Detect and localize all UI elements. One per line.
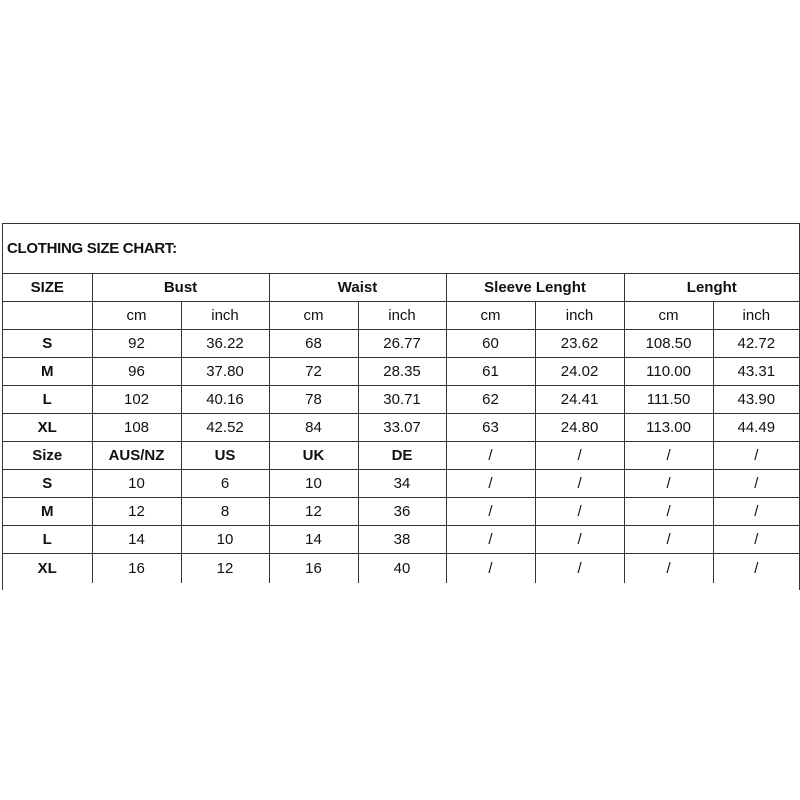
measurement-value: 26.77 [358, 330, 446, 358]
size-label: L [3, 526, 92, 554]
unit-header: inch [535, 302, 624, 330]
conversion-value: / [713, 526, 799, 554]
measurement-value: 62 [446, 386, 535, 414]
conversion-value: / [754, 560, 759, 577]
units-row-blank [3, 302, 92, 330]
measurement-value: 24.41 [535, 386, 624, 414]
group-header: Waist [269, 274, 446, 302]
measurement-row [3, 330, 799, 358]
group-header: Lenght [624, 274, 799, 302]
measurement-row [3, 358, 799, 386]
conversion-header-cell: AUS/NZ [92, 442, 181, 470]
conversion-value: 10 [92, 470, 181, 498]
measurement-value: 60 [446, 330, 535, 358]
measurement-value: 44.49 [713, 414, 799, 442]
conversion-value: / [624, 498, 713, 526]
measurement-value: 96 [92, 358, 181, 386]
conversion-header-cell: / [624, 442, 713, 470]
conversion-value: / [535, 554, 624, 584]
conversion-value: 16 [269, 554, 358, 584]
conversion-size-header: Size [3, 442, 92, 470]
measurement-value: 36.22 [181, 330, 269, 358]
size-label: M [3, 358, 92, 386]
measurement-value: 108 [92, 414, 181, 442]
conversion-value: 14 [92, 526, 181, 554]
conversion-value: / [446, 498, 535, 526]
conversion-value: 10 [269, 470, 358, 498]
conversion-value: / [713, 470, 799, 498]
conversion-value: 12 [181, 554, 269, 584]
conversion-header-row [3, 442, 799, 470]
conversion-value: / [535, 470, 624, 498]
size-label: XL [3, 554, 92, 584]
conversion-value: / [535, 498, 624, 526]
units-row [3, 302, 799, 330]
measurement-header-row [3, 274, 799, 302]
measurement-value: 42.52 [181, 414, 269, 442]
measurement-value: 33.07 [358, 414, 446, 442]
measurement-value: 43.90 [713, 386, 799, 414]
conversion-value: 14 [269, 526, 358, 554]
measurement-value: 108.50 [624, 330, 713, 358]
measurement-value: 24.80 [535, 414, 624, 442]
conversion-value: 36 [358, 498, 446, 526]
conversion-header-cell: / [535, 442, 624, 470]
conversion-value: 6 [181, 470, 269, 498]
size-label: XL [3, 414, 92, 442]
conversion-header-cell: UK [269, 442, 358, 470]
measurement-value: 30.71 [358, 386, 446, 414]
conversion-row [3, 470, 799, 498]
measurement-value: 84 [269, 414, 358, 442]
unit-header: cm [624, 302, 713, 330]
measurement-value: 72 [269, 358, 358, 386]
group-header: Bust [92, 274, 269, 302]
conversion-value: 38 [358, 526, 446, 554]
conversion-value: / [624, 526, 713, 554]
unit-header: inch [181, 302, 269, 330]
chart-title-row [3, 224, 799, 274]
measurement-value: 113.00 [624, 414, 713, 442]
size-chart [2, 223, 800, 590]
unit-header: inch [358, 302, 446, 330]
size-label: S [3, 330, 92, 358]
conversion-value: 40 [358, 554, 446, 584]
conversion-value: / [624, 470, 713, 498]
conversion-value: / [535, 526, 624, 554]
unit-header: cm [92, 302, 181, 330]
conversion-header-cell: US [181, 442, 269, 470]
size-label: M [3, 498, 92, 526]
conversion-value: / [713, 498, 799, 526]
conversion-header-cell: / [446, 442, 535, 470]
unit-header: inch [713, 302, 799, 330]
conversion-value: 8 [181, 498, 269, 526]
measurement-value: 43.31 [713, 358, 799, 386]
measurement-value: 28.35 [358, 358, 446, 386]
measurement-value: 111.50 [624, 386, 713, 414]
measurement-value: 102 [92, 386, 181, 414]
chart-title: CLOTHING SIZE CHART: [7, 240, 177, 257]
measurement-value: 61 [446, 358, 535, 386]
measurement-value: 40.16 [181, 386, 269, 414]
unit-header: cm [446, 302, 535, 330]
group-header: Sleeve Lenght [446, 274, 624, 302]
size-label: L [3, 386, 92, 414]
measurement-value: 42.72 [713, 330, 799, 358]
conversion-value: / [446, 554, 535, 584]
conversion-value: 12 [92, 498, 181, 526]
measurement-value: 23.62 [535, 330, 624, 358]
measurement-value: 92 [92, 330, 181, 358]
conversion-row [3, 498, 799, 526]
measurement-value: 37.80 [181, 358, 269, 386]
size-label: S [3, 470, 92, 498]
conversion-header-cell: / [713, 442, 799, 470]
unit-header: cm [269, 302, 358, 330]
measurement-value: 110.00 [624, 358, 713, 386]
measurement-row [3, 414, 799, 442]
measurement-value: 63 [446, 414, 535, 442]
conversion-value: 16 [92, 554, 181, 584]
conversion-value: / [446, 526, 535, 554]
measurement-value: 78 [269, 386, 358, 414]
conversion-value: 34 [358, 470, 446, 498]
conversion-header-cell: DE [358, 442, 446, 470]
conversion-row [3, 554, 799, 584]
size-column-header: SIZE [3, 274, 92, 302]
conversion-row [3, 526, 799, 554]
conversion-value: / [624, 554, 713, 584]
measurement-row [3, 386, 799, 414]
measurement-value: 24.02 [535, 358, 624, 386]
measurement-value: 68 [269, 330, 358, 358]
conversion-value: 10 [181, 526, 269, 554]
conversion-value: / [446, 470, 535, 498]
size-table [3, 274, 799, 583]
conversion-value: 12 [269, 498, 358, 526]
